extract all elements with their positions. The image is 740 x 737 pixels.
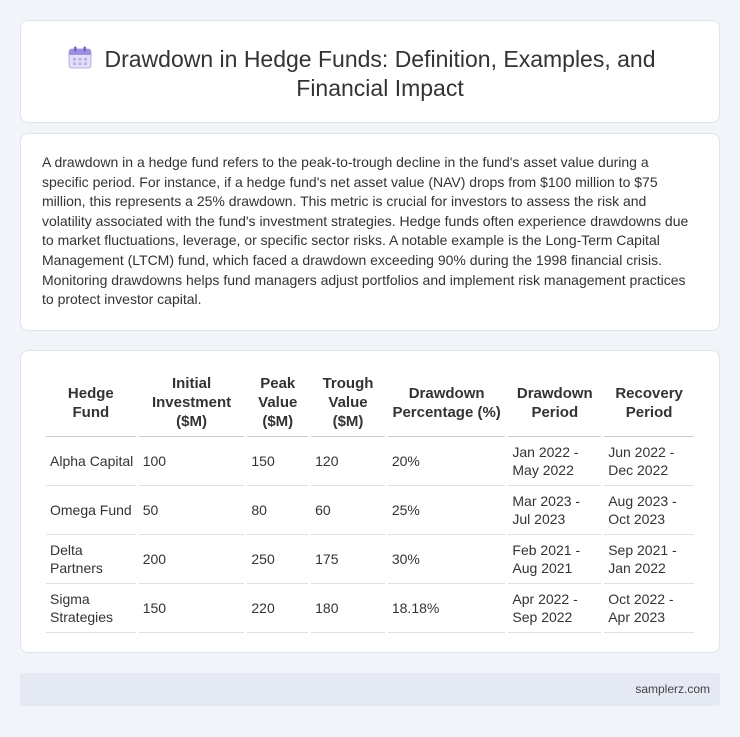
cell-peak-value: 150 [247, 437, 308, 486]
cell-drawdown-period: Jan 2022 - May 2022 [508, 437, 601, 486]
cell-trough-value: 60 [311, 486, 385, 535]
cell-drawdown-percentage: 18.18% [388, 584, 506, 633]
cell-initial-investment: 150 [139, 584, 245, 633]
header-recovery-period: Recovery Period [604, 374, 694, 437]
page-title: Drawdown in Hedge Funds: Definition, Examples, and Financial Impact [104, 46, 656, 101]
cell-drawdown-period: Apr 2022 - Sep 2022 [508, 584, 601, 633]
cell-hedge-fund: Omega Fund [46, 486, 136, 535]
table-row [46, 584, 694, 633]
cell-initial-investment: 200 [139, 535, 245, 584]
table-card [20, 350, 720, 653]
header-trough-value: Trough Value ($M) [311, 374, 385, 437]
header-drawdown-period: Drawdown Period [508, 374, 601, 437]
table-row [46, 486, 694, 535]
header-peak-value: Peak Value ($M) [247, 374, 308, 437]
cell-drawdown-period: Feb 2021 - Aug 2021 [508, 535, 601, 584]
cell-recovery-period: Oct 2022 - Apr 2023 [604, 584, 694, 633]
table-row [46, 437, 694, 486]
cell-initial-investment: 50 [139, 486, 245, 535]
cell-peak-value: 80 [247, 486, 308, 535]
cell-hedge-fund: Delta Partners [46, 535, 136, 584]
cell-trough-value: 120 [311, 437, 385, 486]
drawdown-table [43, 374, 697, 633]
table-row [46, 535, 694, 584]
cell-recovery-period: Aug 2023 - Oct 2023 [604, 486, 694, 535]
cell-peak-value: 250 [247, 535, 308, 584]
cell-recovery-period: Sep 2021 - Jan 2022 [604, 535, 694, 584]
cell-initial-investment: 100 [139, 437, 245, 486]
description-text: A drawdown in a hedge fund refers to the peak-to-trough decline in the fund's asset value during a specific period. For instance, if a hedge fund's net asset value (NAV) drops from $100 million to $75 million, this represents a 25% drawdown. This metric is crucial for investors to assess the risk and volatility associated with the fund's investment strategies. Hedge funds often experience drawdowns due to market fluctuations, leverage, or specific sector risks. A notable example is the Long-Term Capital Management (LTCM) fund, which faced a drawdown exceeding 90% during the 1998 financial crisis. Monitoring drawdowns helps fund managers adjust portfolios and implement risk management practices to protect investor capital. [42, 154, 689, 308]
cell-recovery-period: Jun 2022 - Dec 2022 [604, 437, 694, 486]
cell-drawdown-percentage: 20% [388, 437, 506, 486]
description-card [20, 133, 720, 331]
cell-trough-value: 175 [311, 535, 385, 584]
title-card [20, 20, 720, 123]
footer-site-link[interactable]: samplerz.com [635, 682, 710, 696]
header-drawdown-percentage: Drawdown Percentage (%) [388, 374, 506, 437]
header-initial-investment: Initial Investment ($M) [139, 374, 245, 437]
header-hedge-fund: Hedge Fund [46, 374, 136, 437]
cell-drawdown-percentage: 30% [388, 535, 506, 584]
footer-bar [20, 673, 720, 706]
cell-peak-value: 220 [247, 584, 308, 633]
cell-hedge-fund: Sigma Strategies [46, 584, 136, 633]
cell-drawdown-percentage: 25% [388, 486, 506, 535]
cell-hedge-fund: Alpha Capital [46, 437, 136, 486]
table-header-row [46, 374, 694, 437]
cell-drawdown-period: Mar 2023 - Jul 2023 [508, 486, 601, 535]
cell-trough-value: 180 [311, 584, 385, 633]
